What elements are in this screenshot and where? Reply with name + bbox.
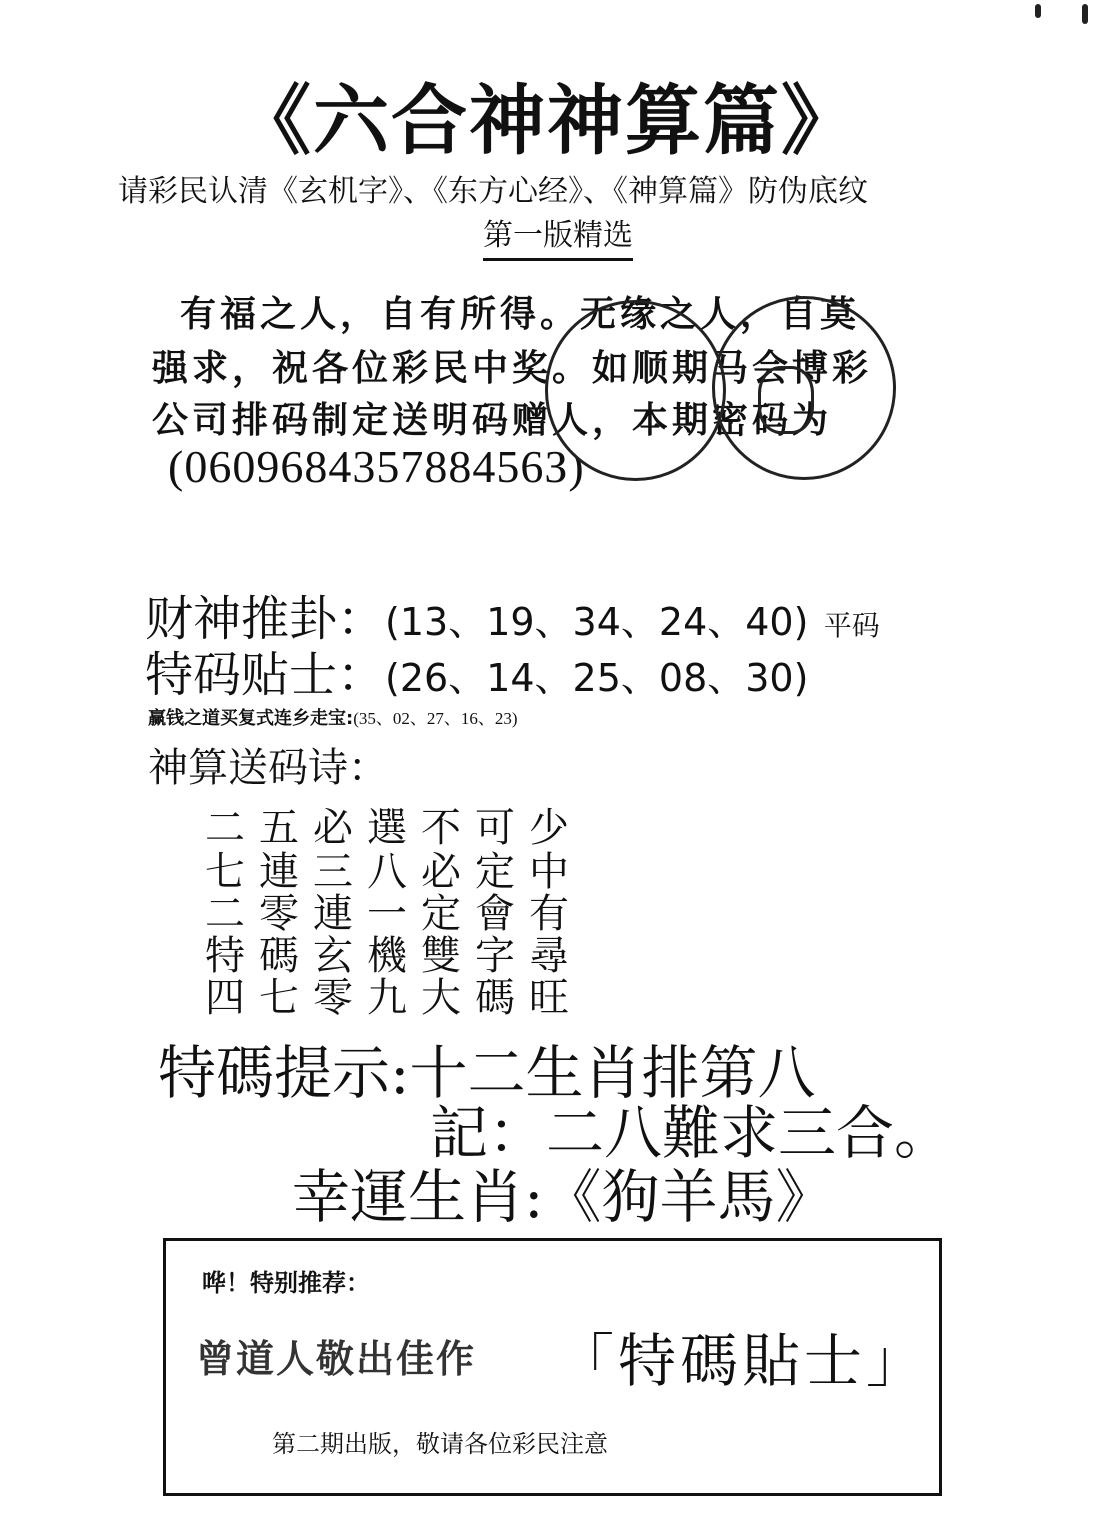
scan-speck (1035, 4, 1041, 18)
stamp-seal-icon (545, 300, 726, 481)
te-ma-label: 特码贴士： (145, 647, 386, 703)
poem-line: 二零連一定會有 (205, 891, 583, 937)
te-ma-hint: 特碼提示:十二生肖排第八 (158, 1039, 816, 1107)
recommendation-tag: 哗！特别推荐： (202, 1269, 370, 1297)
intro-line-3: 公司排码制定送明码赠人，本期密码为 (152, 400, 833, 441)
recommendation-author: 曾道人敬出佳作 (196, 1337, 477, 1381)
intro-line-1: 有福之人，自有所得。无缘之人，自莫 (180, 294, 861, 335)
poem-line: 特碼玄機雙字尋 (205, 933, 583, 979)
anti-counterfeit-notice: 请彩民认清《玄机字》、《东方心经》、《神算篇》防伪底纹 (118, 174, 868, 209)
intro-line-2: 强求，祝各位彩民中奖。如顺期马会博彩 (152, 348, 873, 389)
page-title: 《六合神神算篇》 (235, 76, 859, 165)
combo-pick (148, 704, 518, 730)
te-ma-pick (145, 636, 808, 705)
scan-speck (1082, 4, 1088, 24)
code-number: (060968435788456З) (168, 441, 585, 492)
poem-title: 神算送码诗： (148, 745, 388, 791)
lucky-zodiac: 幸運生肖:《狗羊馬》 (292, 1163, 834, 1231)
combo-label: 赢钱之道买复式连乡走宝: (148, 708, 354, 729)
cai-shen-label: 财神推卦： (145, 591, 386, 647)
poem-line: 四七零九大碼旺 (205, 975, 583, 1021)
cai-shen-suffix: 平码 (823, 609, 880, 642)
poem-line: 二五必選不可少 (205, 805, 583, 851)
te-ma-numbers: (26、14、25、08、30) (385, 656, 809, 700)
poem-line: 七連三八必定中 (205, 849, 583, 895)
recommendation-footer: 第二期出版，敬请各位彩民注意 (272, 1430, 608, 1458)
recommendation-title: 「特碼貼士」 (556, 1327, 929, 1395)
cai-shen-numbers: (13、19、34、24、40) (385, 600, 809, 644)
edition-heading: 第一版精选 (483, 210, 633, 261)
combo-numbers: (35、02、27、16、23) (353, 709, 518, 728)
flower-emblem-icon (758, 366, 814, 434)
te-ma-hint-note: 記：二八難求三合。 (430, 1099, 953, 1167)
